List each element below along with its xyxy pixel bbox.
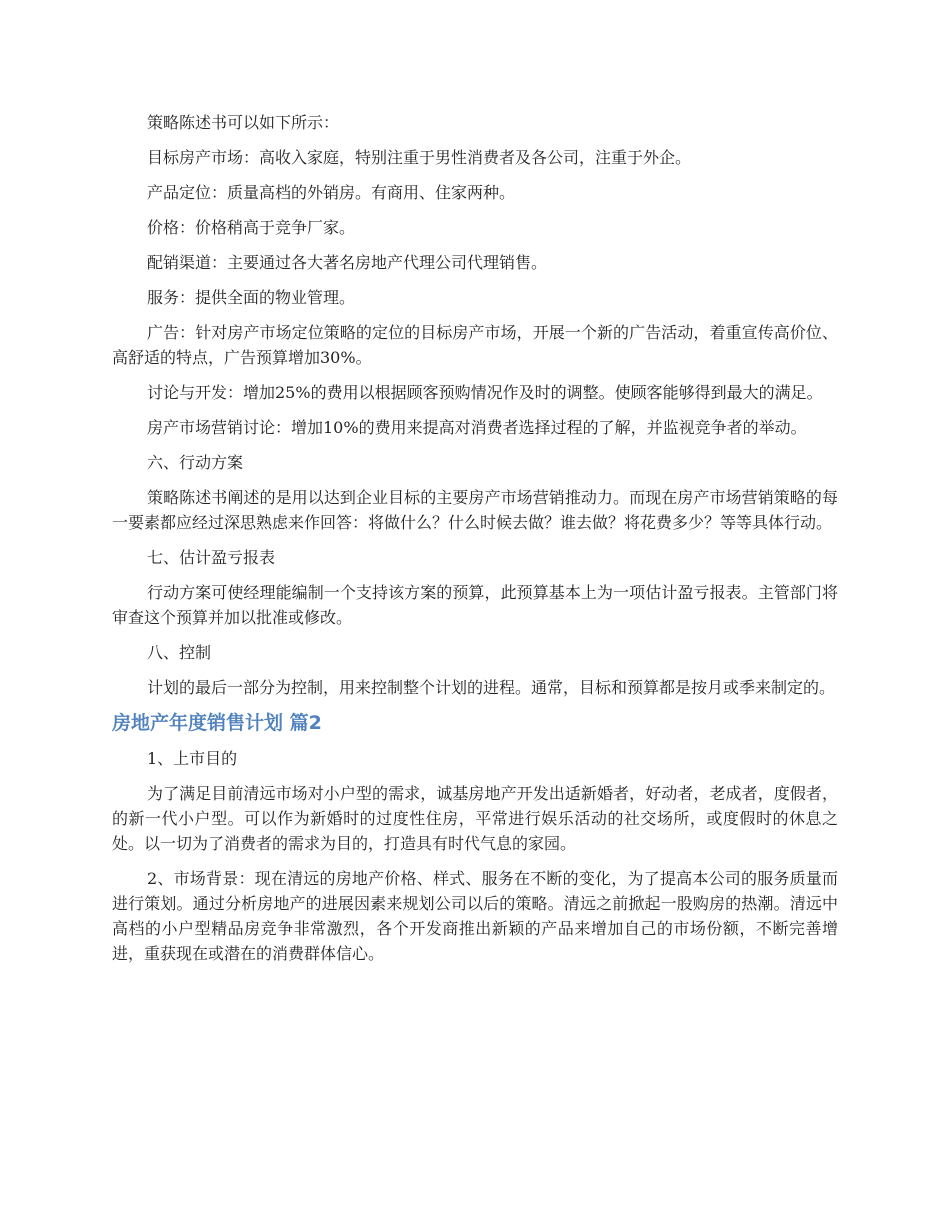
subheading-control: 八、控制 (147, 643, 212, 662)
subheading-profit-loss: 七、估计盈亏报表 (147, 548, 276, 567)
paragraph-marketing-research: 房产市场营销讨论：增加10%的费用来提高对消费者选择过程的了解，并监视竞争者的举动。 (147, 418, 807, 437)
paragraph-profit-loss: 行动方案可使经理能编制一个支持该方案的预算，此预算基本上为一项估计盈亏报表。主管部门将审查这个预算并加以批准或修改。 (112, 583, 838, 627)
paragraph-price: 价格：价格稍高于竞争厂家。 (147, 218, 356, 237)
paragraph-control: 计划的最后一部分为控制，用来控制整个计划的进程。通常，目标和预算都是按月或季来制定的。 (147, 678, 836, 697)
paragraph-distribution: 配销渠道：主要通过各大著名房地产代理公司代理销售。 (147, 253, 548, 272)
paragraph-market-background: 2、市场背景：现在清远的房地产价格、样式、服务在不断的变化，为了提高本公司的服务质量而进行策划。通过分析房地产的进展因素来规划公司以后的策略。清远之前掀起一股购房的热潮。清远中高档的小户型精品房竞争非常激烈，各个开发商推出新颖的产品来增加自己的市场份额，不断完善增进，重获现在或潜在的消费群体信心。 (112, 869, 838, 963)
section-heading: 房地产年度销售计划 篇2 (112, 712, 322, 734)
paragraph-research-development: 讨论与开发：增加25%的费用以根据顾客预购情况作及时的调整。使顾客能够得到最大的满足。 (147, 383, 823, 402)
paragraph-service: 服务：提供全面的物业管理。 (147, 288, 356, 307)
document-page (112, 110, 838, 976)
paragraph-positioning: 产品定位：质量高档的外销房。有商用、住家两种。 (147, 183, 516, 202)
paragraph-target-market: 目标房产市场：高收入家庭，特别注重于男性消费者及各公司，注重于外企。 (147, 148, 692, 167)
paragraph-action-plan: 策略陈述书阐述的是用以达到企业目标的主要房产市场营销推动力。而现在房产市场营销策略的每一要素都应经过深思熟虑来作回答：将做什么？什么时候去做？谁去做？将花费多少？等等具体行动。 (112, 488, 838, 532)
paragraph-strategy-intro: 策略陈述书可以如下所示： (147, 113, 340, 132)
subheading-action-plan: 六、行动方案 (147, 453, 244, 472)
subheading-launch-purpose: 1、上市目的 (147, 749, 238, 768)
paragraph-advertising: 广告：针对房产市场定位策略的定位的目标房产市场，开展一个新的广告活动，着重宣传高价位、高舒适的特点，广告预算增加30%。 (112, 323, 838, 367)
paragraph-launch-purpose: 为了满足目前清远市场对小户型的需求，诚基房地产开发出适新婚者，好动者，老成者，度假者，的新一代小户型。可以作为新婚时的过度性住房，平常进行娱乐活动的社交场所，或度假时的休息之处。以一切为了消费者的需求为目的，打造具有时代气息的家园。 (112, 784, 838, 853)
